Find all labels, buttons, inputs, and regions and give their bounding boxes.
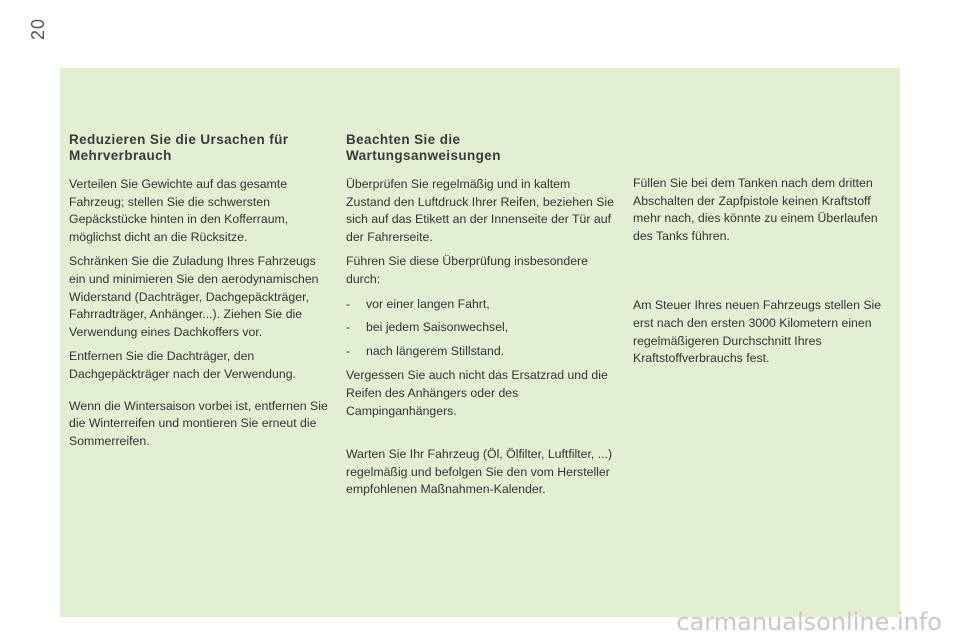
paragraph: Wenn die Wintersaison vorbei ist, entfernen Sie die Winterreifen und montieren Sie erneut die Sommerreifen. [69, 398, 328, 448]
column-refuelling [633, 175, 895, 375]
list-item-text: bei jedem Saisonwechsel, [366, 320, 509, 335]
list-item-text: nach längerem Stillstand. [366, 343, 505, 358]
page-number: 20 [28, 17, 48, 40]
list-bullet: - [346, 296, 351, 311]
list-bullet: - [346, 343, 351, 358]
list-item [346, 319, 618, 337]
list-item [346, 296, 618, 314]
paragraph: Entfernen Sie die Dachträger, den Dachgepäckträger nach der Verwendung. [69, 349, 296, 381]
watermark-link[interactable]: carmanualsonline.info [676, 608, 942, 636]
column-maintenance [346, 132, 618, 506]
paragraph: Führen Sie diese Überprüfung insbesondere durch: [346, 254, 588, 286]
paragraph: Füllen Sie bei dem Tanken nach dem dritten Abschalten der Zapfpistole keinen Kraftstoff mehr nach, dies könnte zu einem Überlaufen des Tanks führen. [633, 176, 878, 243]
paragraph: Warten Sie Ihr Fahrzeug (Öl, Ölfilter, Luftfilter, ...) regelmäßig und befolgen Sie den vom Hersteller empfohlenen Maßnahmen-Kalender. [346, 447, 613, 497]
content-panel [60, 68, 900, 617]
section-heading-maintenance: Beachten Sie die Wartungsanweisungen [346, 132, 501, 163]
paragraph: Vergessen Sie auch nicht das Ersatzrad und die Reifen des Anhängers oder des Campinganhängers. [346, 368, 608, 418]
paragraph: Am Steuer Ihres neuen Fahrzeugs stellen Sie erst nach den ersten 3000 Kilometern einen regelmäßigeren Durchschnitt Ihres Kraftstoffverbrauchs fest. [633, 298, 882, 366]
section-heading-reduce-consumption: Reduzieren Sie die Ursachen für Mehrverbrauch [69, 132, 289, 163]
column-fuel-consumption [69, 132, 331, 457]
check-occasions-list [346, 296, 618, 361]
paragraph: Verteilen Sie Gewichte auf das gesamte Fahrzeug; stellen Sie die schwersten Gepäckstücke hinten in den Kofferraum, möglichst dicht an die Rücksitze. [69, 177, 289, 244]
list-item-text: vor einer langen Fahrt, [366, 296, 490, 311]
paragraph: Überprüfen Sie regelmäßig und in kaltem Zustand den Luftdruck Ihrer Reifen, beziehen Sie sich auf das Etikett an der Innenseite der Tür auf der Fahrerseite. [346, 177, 614, 244]
list-item [346, 343, 618, 361]
list-bullet: - [346, 320, 351, 335]
paragraph: Schränken Sie die Zuladung Ihres Fahrzeugs ein und minimieren Sie den aerodynamischen Widerstand (Dachträger, Dachgepäckträger, Fahrradträger, Anhänger...). Ziehen Sie die Verwendung eines Dachkoffers vor. [69, 254, 319, 339]
